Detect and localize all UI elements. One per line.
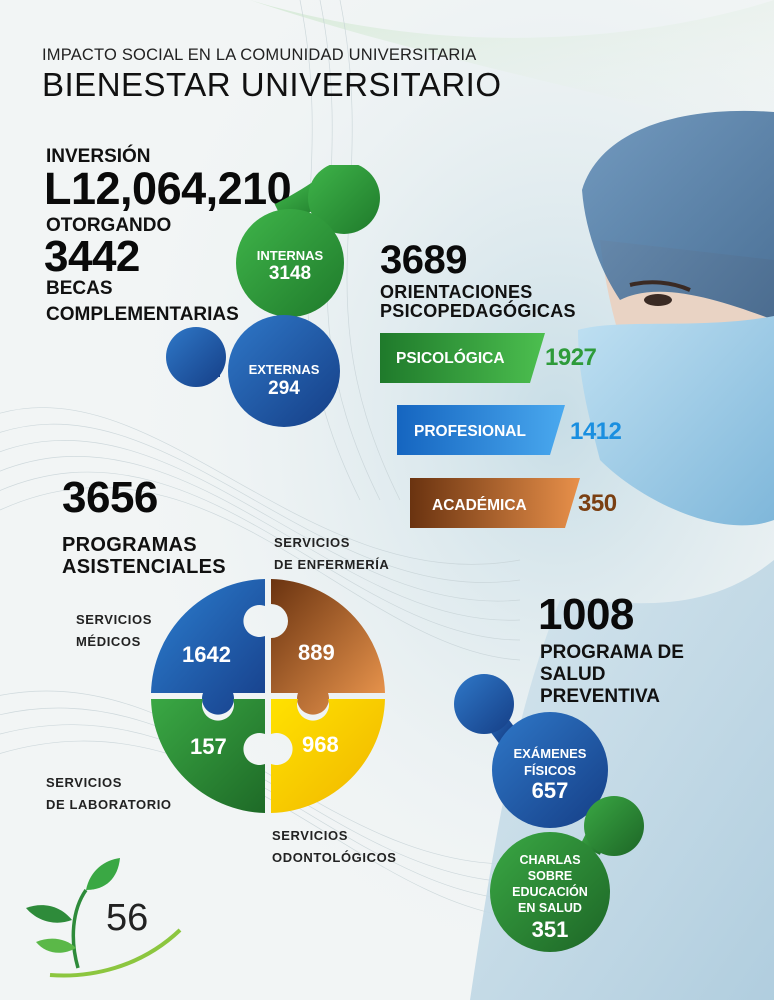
programas-label: PROGRAMAS <box>62 534 197 556</box>
examenes-value: 657 <box>531 778 569 803</box>
enfermeria-caption: SERVICIOS DE ENFERMERÍA <box>274 535 390 572</box>
medicos-caption: SERVICIOS MÉDICOS <box>76 612 152 649</box>
charlas-value: 351 <box>531 917 569 942</box>
academica-value: 350 <box>578 490 617 517</box>
leaf-icon <box>20 850 190 980</box>
salud-total: 1008 <box>538 590 634 639</box>
becas-label-2: COMPLEMENTARIAS <box>46 304 239 325</box>
programas-label-2: ASISTENCIALES <box>62 556 226 578</box>
externas-value: 294 <box>268 378 300 399</box>
charlas-label: CHARLAS SOBRE EDUCACIÓN EN SALUD <box>512 853 588 915</box>
profesional-value: 1412 <box>570 418 622 445</box>
orientaciones-total: 3689 <box>380 238 467 282</box>
enfermeria-value: 889 <box>298 640 335 665</box>
puzzle-chart <box>148 576 388 816</box>
examenes-label: EXÁMENES FÍSICOS <box>513 746 587 778</box>
laboratorio-caption: SERVICIOS DE LABORATORIO <box>46 775 172 812</box>
externas-label: EXTERNAS <box>248 362 320 377</box>
internas-value: 3148 <box>268 263 312 284</box>
orientaciones-label-2: PSICOPEDAGÓGICAS <box>380 301 576 321</box>
psicologica-label: PSICOLÓGICA <box>396 350 505 367</box>
page-number: 56 <box>106 897 149 939</box>
inversion-label: INVERSIÓN <box>46 146 151 167</box>
otorgando-label: OTORGANDO <box>46 215 172 236</box>
laboratorio-value: 157 <box>190 734 227 759</box>
profesional-label: PROFESIONAL <box>414 423 526 440</box>
becas-label: BECAS <box>46 278 113 299</box>
page-title: BIENESTAR UNIVERSITARIO <box>42 66 502 103</box>
becas-total: 3442 <box>44 232 140 281</box>
odontologicos-caption: SERVICIOS ODONTOLÓGICOS <box>272 828 397 865</box>
page-subtitle: IMPACTO SOCIAL EN LA COMUNIDAD UNIVERSITARIA <box>42 46 477 64</box>
psicologica-value: 1927 <box>545 344 597 371</box>
medicos-value: 1642 <box>182 642 231 667</box>
academica-label: ACADÉMICA <box>432 497 527 514</box>
salud-label: PROGRAMA DE SALUD PREVENTIVA <box>540 642 684 707</box>
inversion-amount: L12,064,210 <box>44 163 292 214</box>
programas-total: 3656 <box>62 473 158 522</box>
internas-label: INTERNAS <box>256 248 324 263</box>
orientaciones-label: ORIENTACIONES <box>380 282 533 302</box>
odontologicos-value: 968 <box>302 732 339 757</box>
